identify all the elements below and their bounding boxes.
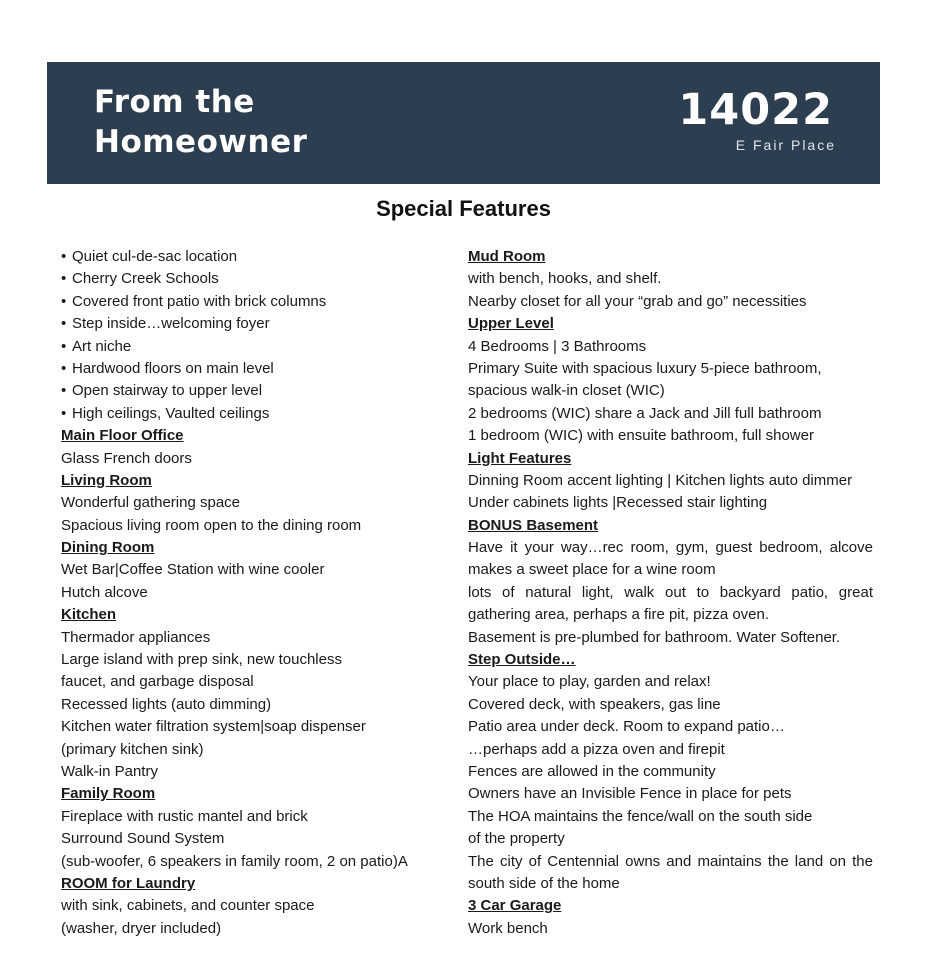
feature-line: spacious walk-in closet (WIC) — [468, 382, 665, 400]
bullet-item — [61, 268, 451, 290]
bullet-text: Cherry Creek Schools — [72, 270, 219, 288]
feature-line: Dinning Room accent lighting | Kitchen lights auto dimmer — [468, 471, 853, 489]
bullet-item — [61, 336, 451, 358]
bullet-item — [61, 246, 451, 268]
bullet-dot: • — [61, 270, 67, 288]
bullet-dot: • — [61, 248, 67, 265]
feature-line: Wonderful gathering space — [61, 494, 241, 512]
feature-line: Work bench — [468, 919, 548, 937]
feature-line: Primary Suite with spacious luxury 5-piece bathroom, — [468, 359, 822, 377]
bullet-text: Covered front patio with brick columns — [72, 292, 327, 310]
house-number: 14022 — [678, 85, 833, 135]
bullet-dot: • — [61, 292, 67, 310]
feature-line: Under cabinets lights |Recessed stair lighting — [468, 494, 768, 512]
banner-title — [94, 82, 307, 162]
feature-line: makes a sweet place for a wine room — [468, 561, 716, 579]
feature-line: lots of natural light, walk out to backyard patio, great — [468, 583, 873, 601]
bullet-dot: • — [61, 359, 67, 377]
page-heading: Special Features — [376, 196, 551, 221]
feature-line: The city of Centennial owns and maintains the land on the — [468, 852, 873, 870]
section-heading: Mud Room — [468, 248, 546, 265]
section-heading: Main Floor Office — [61, 427, 184, 445]
feature-line: Owners have an Invisible Fence in place for pets — [468, 785, 792, 803]
section-heading: Light Features — [468, 449, 572, 467]
right-feature-column — [468, 246, 873, 940]
feature-line: Hutch alcove — [61, 583, 148, 601]
bullet-item — [61, 380, 451, 402]
feature-line: Glass French doors — [61, 449, 192, 467]
feature-line: Surround Sound System — [61, 830, 225, 848]
bullet-dot: • — [61, 337, 67, 355]
section-heading: Kitchen — [61, 606, 117, 624]
banner-title-line-1: From the — [94, 84, 255, 120]
street-name: E Fair Place — [735, 137, 836, 153]
feature-line: (sub-woofer, 6 speakers in family room, 2 on patio)A — [61, 852, 408, 870]
feature-line: Kitchen water filtration system|soap dispenser — [61, 718, 366, 736]
bullet-text: Open stairway to upper level — [72, 382, 263, 400]
section-heading: Dining Room — [61, 539, 155, 557]
left-feature-column — [61, 246, 451, 940]
bullet-item — [61, 403, 451, 425]
bullet-text: Art niche — [72, 337, 132, 355]
banner-title-line-2: Homeowner — [94, 124, 308, 160]
feature-line: 1 bedroom (WIC) with ensuite bathroom, full shower — [468, 427, 814, 445]
bullet-text: Hardwood floors on main level — [72, 359, 274, 377]
feature-line: Fireplace with rustic mantel and brick — [61, 807, 308, 825]
feature-line: The HOA maintains the fence/wall on the south side — [468, 807, 813, 825]
feature-line: Thermador appliances — [61, 628, 211, 646]
section-heading: Living Room — [61, 471, 152, 489]
feature-line: 2 bedrooms (WIC) share a Jack and Jill full bathroom — [468, 404, 822, 422]
feature-line: Nearby closet for all your “grab and go” necessities — [468, 292, 807, 310]
feature-line: 4 Bedrooms | 3 Bathrooms — [468, 337, 647, 355]
feature-line: …perhaps add a pizza oven and firepit — [468, 740, 725, 758]
bullet-item — [61, 313, 451, 335]
feature-line: (washer, dryer included) — [61, 919, 222, 937]
feature-line: faucet, and garbage disposal — [61, 673, 254, 691]
feature-line: Large island with prep sink, new touchless — [61, 651, 342, 669]
section-heading: 3 Car Garage — [468, 897, 562, 915]
feature-line: Have it your way…rec room, gym, guest bedroom, alcove — [468, 539, 873, 557]
feature-line: Basement is pre-plumbed for bathroom. Water Softener. — [468, 628, 841, 646]
feature-line: Wet Bar|Coffee Station with wine cooler — [61, 561, 325, 579]
bullet-dot: • — [61, 404, 67, 422]
bullet-dot: • — [61, 315, 67, 333]
bullet-dot: • — [61, 382, 67, 400]
feature-line: of the property — [468, 830, 565, 848]
section-heading: ROOM for Laundry — [61, 874, 196, 892]
feature-line: Covered deck, with speakers, gas line — [468, 695, 721, 713]
feature-line: south side of the home — [468, 874, 620, 892]
section-heading: Family Room — [61, 785, 156, 803]
feature-line: with sink, cabinets, and counter space — [61, 897, 315, 915]
header-banner — [47, 62, 880, 184]
bullet-text: High ceilings, Vaulted ceilings — [72, 404, 270, 422]
feature-line: Fences are allowed in the community — [468, 762, 716, 780]
feature-line: Spacious living room open to the dining room — [61, 516, 362, 534]
feature-line: Recessed lights (auto dimming) — [61, 695, 272, 713]
section-heading: Step Outside… — [468, 651, 576, 669]
feature-line: Patio area under deck. Room to expand patio… — [468, 718, 785, 736]
bullet-item — [61, 291, 451, 313]
feature-line: with bench, hooks, and shelf. — [468, 270, 662, 288]
bullet-item — [61, 358, 451, 380]
section-heading: BONUS Basement — [468, 516, 599, 534]
section-heading: Upper Level — [468, 315, 554, 333]
feature-line: gathering area, perhaps a fire pit, pizza oven. — [468, 606, 770, 624]
bullet-text: Step inside…welcoming foyer — [72, 315, 270, 333]
feature-line: Walk-in Pantry — [61, 762, 158, 780]
bullet-text: Quiet cul-de-sac location — [72, 248, 238, 265]
feature-line: (primary kitchen sink) — [61, 740, 204, 758]
feature-line: Your place to play, garden and relax! — [468, 673, 711, 691]
